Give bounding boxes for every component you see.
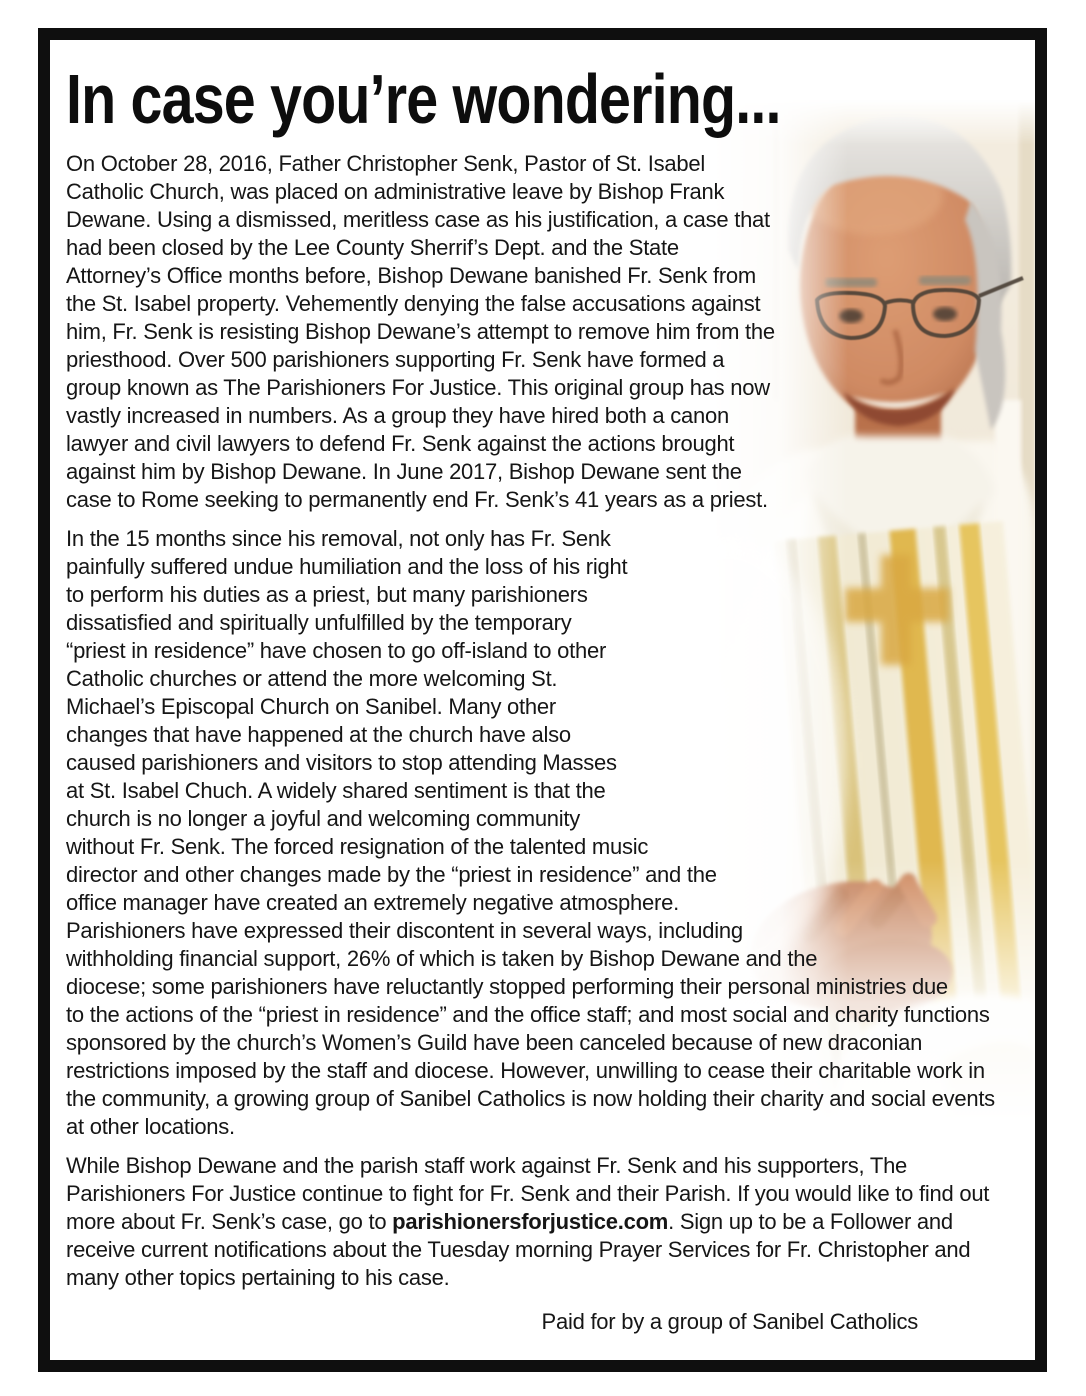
paragraph-1-text: On October 28, 2016, Father Christopher Senk, Pastor of St. Isabel Catholic Church, was placed on administrative leave by Bishop Frank Dewane. Using a dismissed, meritless case as his justification, a case that had been closed by the Lee County Sherrif’s Dept. and the State Attorney’s Office months before, Bishop Dewane banished Fr. Senk from the St. Isabel property. Vehemently denying the false accusations against him, Fr. Senk is resisting Bishop Dewane’s attempt to remove him from the priesthood. Over 500 parishioners supporting Fr. Senk have formed a group known as The Parishioners For Justice. This original group has now vastly increased in numbers. As a group they have hired both a canon lawyer and civil lawyers to defend Fr. Senk against the actions brought against him by Bishop Dewane. In June 2017, Bishop Dewane sent the case to Rome seeking to permanently end Fr. Senk’s 41 years as a priest. xyxy=(66,151,775,512)
paragraph-2-text: In the 15 months since his removal, not only has Fr. Senk painfully suffered undue humiliation and the loss of his right to perform his duties as a priest, but many parishioners dissatisfied and spiritually unfulfilled by the temporary “priest in residence” have chosen to go off-island to other Catholic churches or attend the more welcoming St. Michael’s Episcopal Church on Sanibel. Many other changes that have happened at the church have also caused parishioners and visitors to stop attending Masses at St. Isabel Chuch. A widely shared sentiment is that the church is no longer a joyful and welcoming community without Fr. Senk. The forced resignation of the talented music director and other changes made by the “priest in residence” and the office manager have created an extremely negative atmosphere. Parishioners have expressed their discontent in several ways, including withholding financial support, 26% of which is taken by Bishop Dewane and the diocese; some parishioners have reluctantly stopped performing their personal ministries due to the actions of the “priest in residence” and the office staff; and most social and charity functions sponsored by the church’s Women’s Guild have been canceled because of new draconian restrictions imposed by the staff and diocese. However, unwilling to cease their charitable work in the community, a growing group of Sanibel Catholics is now holding their charity and social events at other locations. xyxy=(66,526,995,1139)
paragraph-3-text-before: While Bishop Dewane and the parish staff work against Fr. Senk and his supporters, The Parishioners For Justice continue to fight for Fr. Senk and their Parish. If you would like to find out more about Fr. Senk’s case, go to xyxy=(66,1153,990,1234)
wrap-spacer xyxy=(883,918,1013,946)
body-text xyxy=(66,150,1013,1336)
page-frame xyxy=(38,28,1047,1372)
ad-content xyxy=(50,40,1035,1336)
wrap-spacer xyxy=(723,830,1013,890)
paragraph-3 xyxy=(66,1152,1013,1292)
wrap-spacer xyxy=(968,946,1013,974)
wrap-spacer xyxy=(631,514,1013,830)
paragraph-3-text-after: . Sign up to be a Follower and receive current notifications about the Tuesday morning Prayer Services for Fr. Christopher and many other topics pertaining to his case. xyxy=(66,1209,971,1290)
wrap-spacer xyxy=(808,890,1013,918)
paid-for-attribution: Paid for by a group of Sanibel Catholics xyxy=(541,1309,918,1334)
headline: In case you’re wondering... xyxy=(66,60,781,138)
wrap-spacer xyxy=(776,150,1013,514)
website-url: parishionersforjustice.com xyxy=(392,1209,669,1234)
